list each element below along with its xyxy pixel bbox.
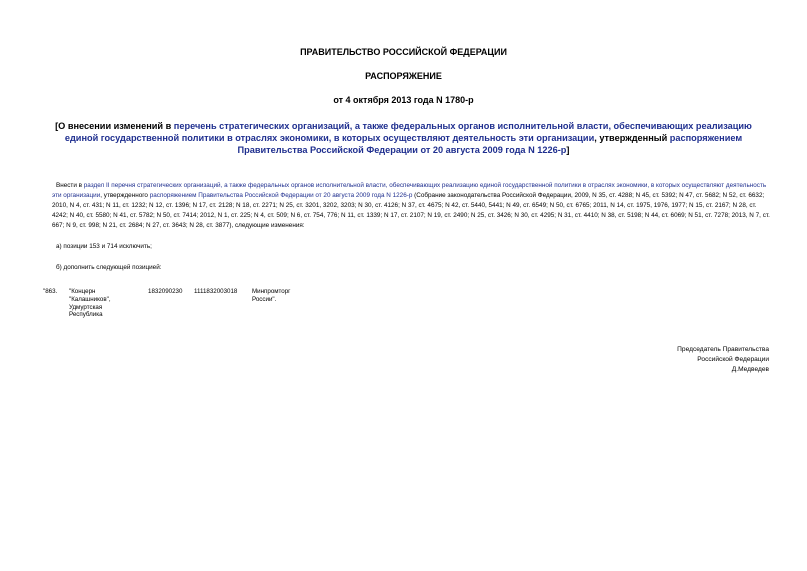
main-paragraph <box>52 181 770 231</box>
responsible-ministry <box>252 288 290 304</box>
organization-name-line: Республика <box>69 311 103 319</box>
organization-name-line: "Калашников", <box>69 295 111 303</box>
paragraph-suffix: (Собрание законодательства Российской Федерации, 2009, N 35, ст. 4288; N 45, ст. 5392; N 47, ст. 5682; N 52, ст. 6632; 2010, N 4, ст. 431; N 11, ст. 1232; N 12, ст. 1396; N 17, ст. 2128; N 18, ст. 2271; N 25, ст. 3201, 3202, 3203; N 30, ст. 4126; N 37, ст. 4675; N 42, ст. 5440, 5441; N 49, ст. 6549; N 50, ст. 6765; 2011, N 14, ст. 1975, 1976, 1977; N 15, ст. 2167; N 28, ст. 4242; N 40, ст. 5580; N 41, ст. 5782; N 50, ст. 7414; 2012, N 1, ст. 225; N 4, ст. 509; N 6, ст. 754, 776; N 11, ст. 1339; N 17, ст. 2107; N 19, ст. 2490; N 25, ст. 3426; N 30, ст. 4295; N 31, ст. 4410; N 38, ст. 5198; N 44, ст. 6069; N 51, ст. 7278; 2013, N 7, ст. 667; N 9, ст. 998; N 21, ст. 2684; N 27, ст. 3643; N 28, ст. 3877), следующие изменения: <box>52 192 770 229</box>
signature-name: Д.Медведев <box>731 366 769 373</box>
document-title <box>52 120 755 156</box>
paragraph-link-order-1226[interactable]: распоряжением Правительства Российской Федерации от 20 августа 2009 года N 1226-р <box>149 192 413 199</box>
item-a: а) позиции 153 и 714 исключить; <box>56 243 152 250</box>
paragraph-link-section-2[interactable]: раздел II перечня стратегических организаций, а также федеральных органов исполнительной власти, обеспечивающих реализацию единой государственной политики в отраслях экономики, в которых осуществляют деятельность эти организации <box>52 182 767 199</box>
title-mid: , утвержденный <box>594 133 670 143</box>
organization-name <box>69 288 111 319</box>
title-link-order-1226[interactable]: распоряжением Правительства Российской Федерации от 20 августа 2009 года N 1226-р <box>237 133 743 155</box>
signature-title-2: Российской Федерации <box>697 356 769 363</box>
organization-name-line: "Концерн <box>69 288 96 295</box>
title-open: [О внесении изменений в <box>55 121 174 131</box>
organization-ogrn: 1111832003018 <box>194 288 238 295</box>
document-date-number: от 4 октября 2013 года N 1780-р <box>333 95 474 105</box>
item-b: б) дополнить следующей позицией: <box>56 264 162 271</box>
organization-name-line: Удмуртская <box>69 303 103 311</box>
document-type-heading: РАСПОРЯЖЕНИЕ <box>365 71 442 81</box>
ministry-line: России". <box>252 295 277 303</box>
title-link-strategic-list[interactable]: перечень стратегических организаций, а также федеральных органов исполнительной власти, обеспечивающих реализацию единой государственной политики в отраслях экономики, в которых осуществляют деятельность эти организации <box>64 121 752 143</box>
paragraph-prefix: Внести в <box>56 182 84 189</box>
position-number: "863. <box>43 288 58 295</box>
title-close: ] <box>566 145 570 155</box>
signature-title-1: Председатель Правительства <box>677 346 769 353</box>
organization-inn: 1832090230 <box>148 288 183 295</box>
paragraph-mid: , утвержденного <box>100 192 150 199</box>
ministry-line: Минпромторг <box>252 288 291 295</box>
government-heading: ПРАВИТЕЛЬСТВО РОССИЙСКОЙ ФЕДЕРАЦИИ <box>300 47 507 57</box>
